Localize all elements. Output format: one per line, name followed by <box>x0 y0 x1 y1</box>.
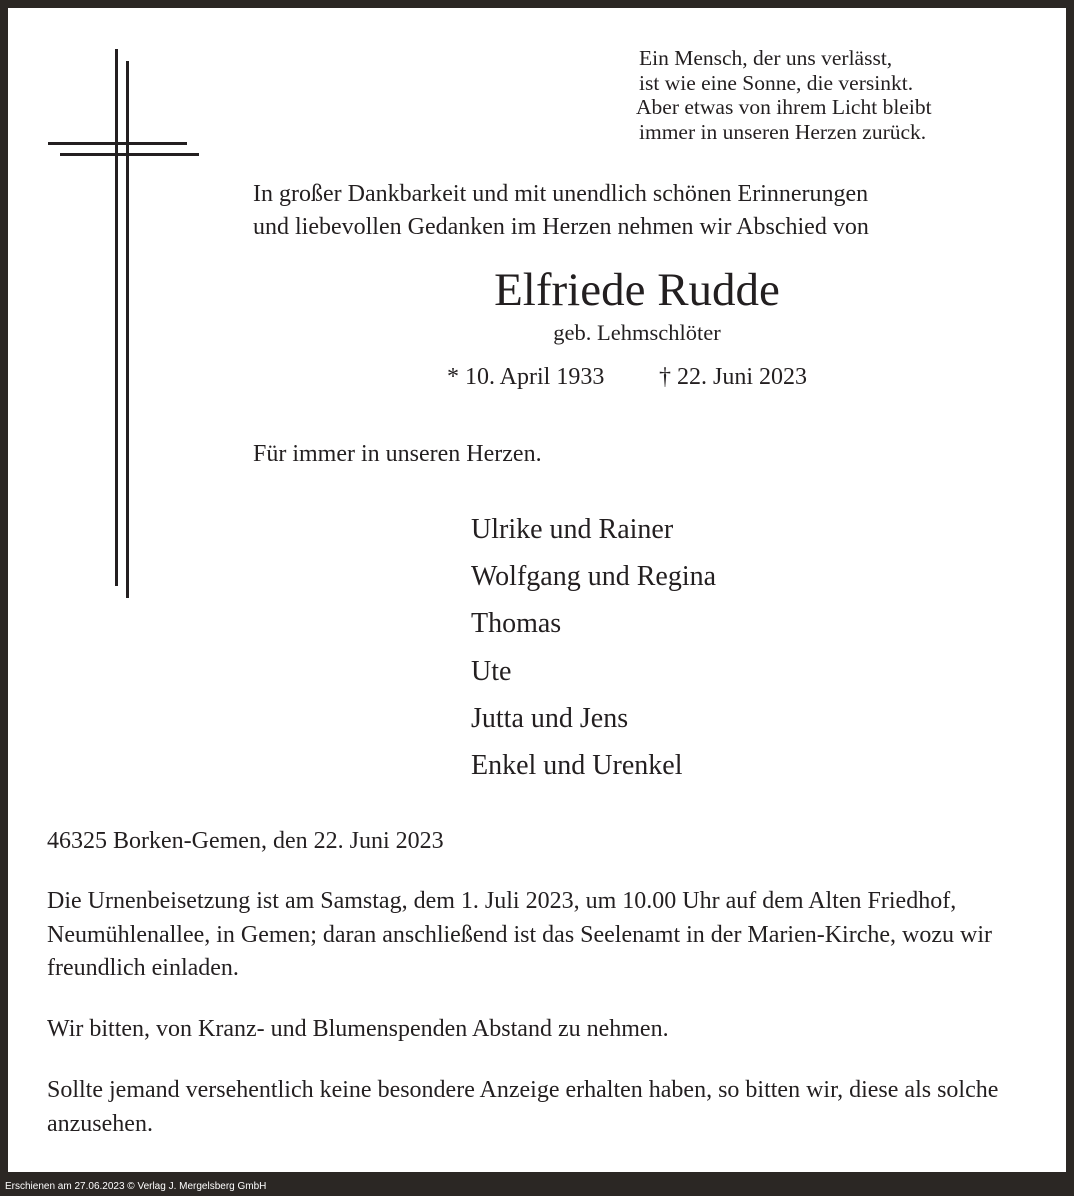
flowers-notice: Wir bitten, von Kranz- und Blumenspenden Abstand zu nehmen. <box>47 1016 669 1042</box>
announcement-notice: Sollte jemand versehentlich keine besondere Anzeige erhalten haben, so bitten wir, diese als solche anzusehen. <box>47 1077 999 1137</box>
mourner: Ute <box>471 655 512 687</box>
mourner: Enkel und Urenkel <box>471 750 683 782</box>
mourner: Thomas <box>471 608 562 640</box>
publication-credit: Erschienen am 27.06.2023 © Verlag J. Mergelsberg GmbH <box>5 1181 267 1192</box>
intro-line: und liebevollen Gedanken im Herzen nehmen wir Abschied von <box>253 214 869 240</box>
poem-line: Ein Mensch, der uns verlässt, <box>639 46 893 70</box>
mourners-list <box>471 506 716 789</box>
poem-line: ist wie eine Sonne, die versinkt. <box>639 70 914 95</box>
poem-line: immer in unseren Herzen zurück. <box>639 119 927 144</box>
intro-text <box>253 178 869 244</box>
intro-line: In großer Dankbarkeit und mit unendlich schönen Erinnerungen <box>253 181 869 207</box>
burial-notice: Die Urnenbeisetzung ist am Samstag, dem 1. Juli 2023, um 10.00 Uhr auf dem Alten Friedhof, Neumühlenallee, in Gemen; daran anschließend ist das Seelenamt in der Marien-Kirche, wozu wir freundlich einladen. <box>47 888 992 981</box>
mourner: Jutta und Jens <box>471 702 629 734</box>
birth-date: * 10. April 1933 <box>447 364 605 390</box>
deceased-name: Elfriede Rudde <box>494 264 780 316</box>
death-date: † 22. Juni 2023 <box>659 364 808 390</box>
obituary-card <box>8 8 1066 1172</box>
mourner: Ulrike und Rainer <box>471 514 674 545</box>
poem <box>635 46 932 144</box>
maiden-name: geb. Lehmschlöter <box>553 320 721 345</box>
closing-line: Für immer in unseren Herzen. <box>253 441 542 467</box>
mourner: Wolfgang und Regina <box>471 561 717 593</box>
place-date: 46325 Borken-Gemen, den 22. Juni 2023 <box>47 828 444 854</box>
poem-line: Aber etwas von ihrem Licht bleibt <box>636 95 932 119</box>
